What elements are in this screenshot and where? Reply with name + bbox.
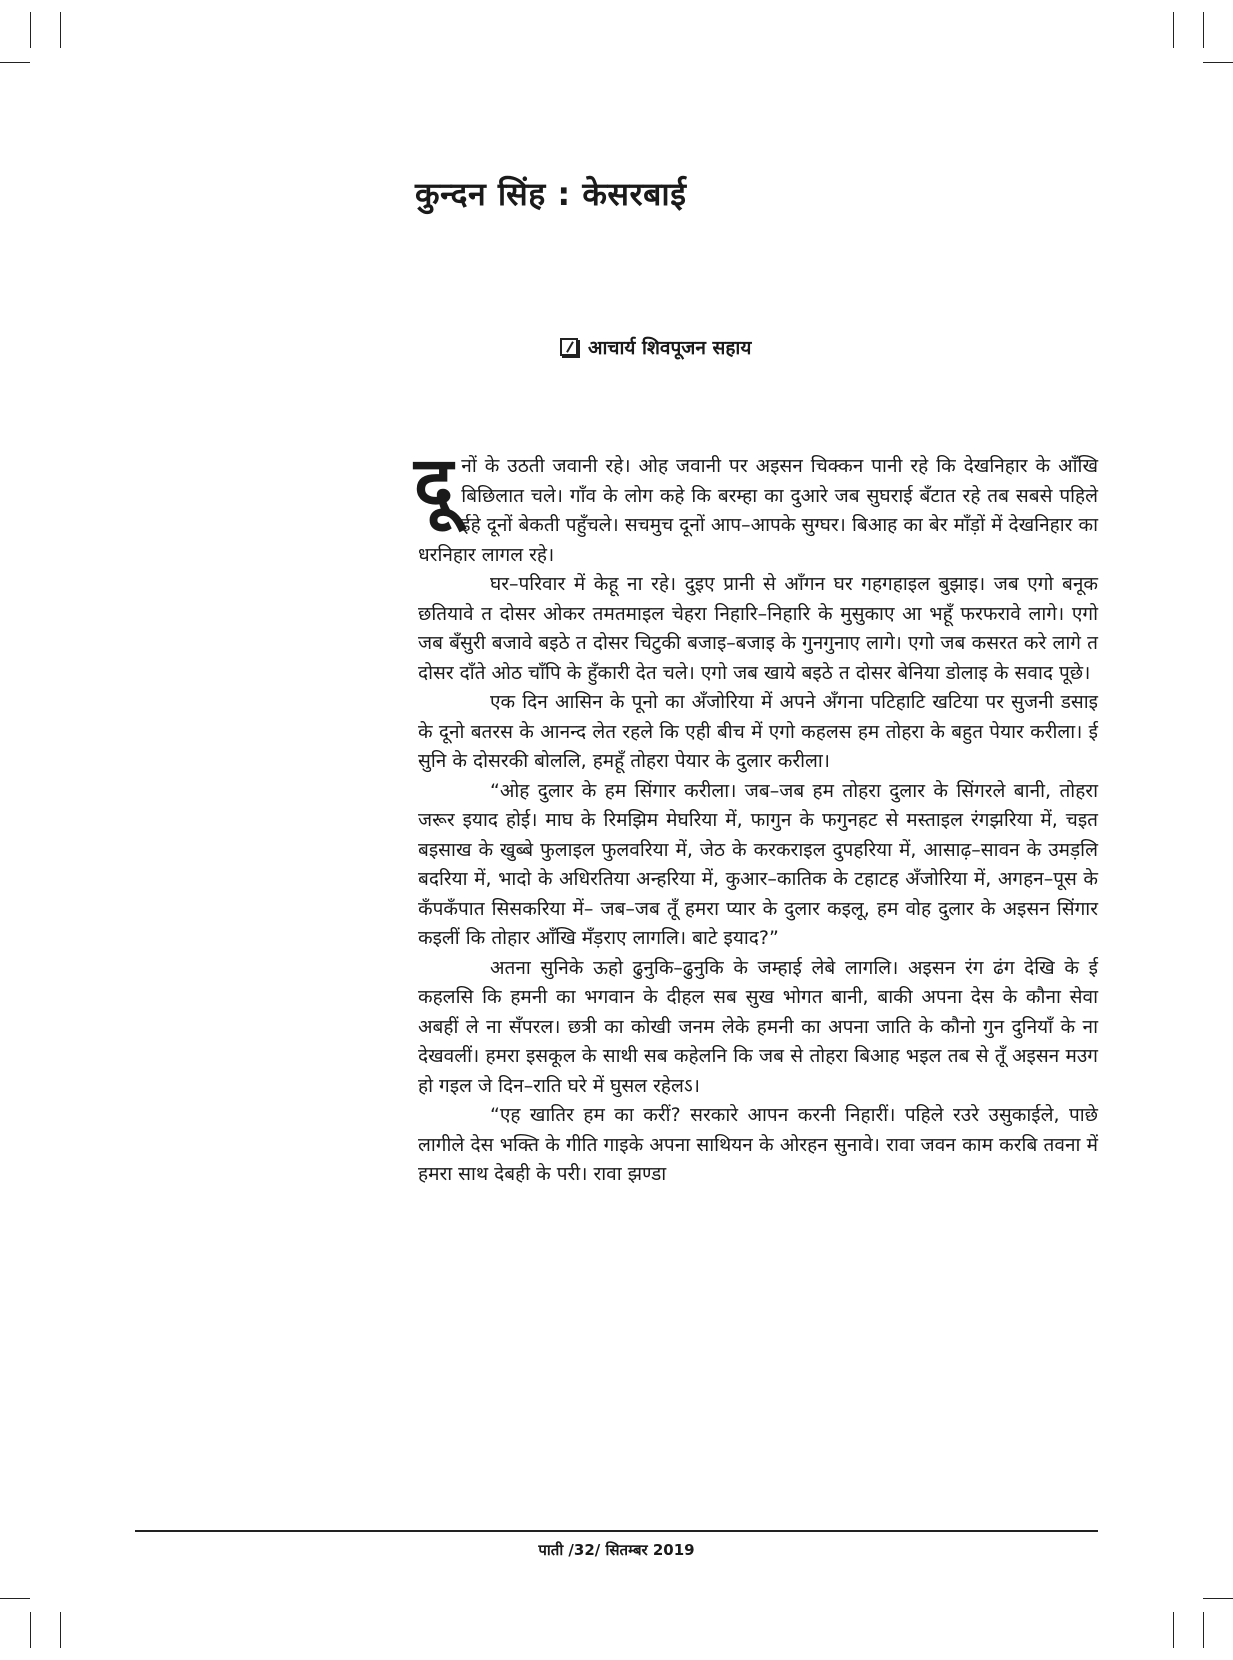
crop-mark	[1203, 12, 1204, 48]
paragraph	[414, 441, 1098, 570]
drop-cap: दू	[414, 441, 454, 527]
author-name: आचार्य शिवपूजन सहाय	[588, 337, 752, 359]
crop-mark	[1173, 1612, 1174, 1648]
crop-mark	[30, 1612, 31, 1648]
paragraph-text: नों के उठती जवानी रहे। ओह जवानी पर अइसन चिक्कन पानी रहे कि देखनिहार के आँखि बिछिलात चले। गाँव के लोग कहे कि बरम्हा का दुआरे जब सुघराई बँटात रहे तब सबसे पहिले ईहे दूनों बेकती पहुँचले। सचमुच दूनों आप–आपके सुग्घर। बिआह का बेर माँड़ों में देखनिहार का धरनिहार लागल रहे।	[418, 455, 1098, 566]
footer-rule	[135, 1530, 1098, 1532]
page-footer: पाती /32/ सितम्बर 2019	[538, 1541, 695, 1559]
pen-paper-icon	[560, 338, 578, 356]
article-body	[414, 441, 1098, 1190]
crop-mark	[1203, 1612, 1204, 1648]
crop-mark	[1203, 1598, 1233, 1599]
crop-mark	[60, 1612, 61, 1648]
paragraph: “ओह दुलार के हम सिंगार करीला। जब–जब हम तोहरा दुलार के सिंगरले बानी, तोहरा जरूर इयाद होई। माघ के रिमझिम मेघरिया में, फागुन के फगुनहट से मस्ताइल रंगझरिया में, चइत बइसाख के खुब्बे फुलाइल फुलवरिया में, जेठ के करकराइल दुपहरिया में, आसाढ़–सावन के उमड़लि बदरिया में, भादो के अधिरतिया अन्हरिया में, कुआर–कातिक के टहाटह अँजोरिया में, अगहन–पूस के कँपकँपात सिसकरिया में– जब–जब तूँ हमरा प्यार के दुलार कइलू, हम वोह दुलार के अइसन सिंगार कइलीं कि तोहार आँखि मँड़राए लागलि। बाटे इयाद?”	[418, 779, 1098, 949]
paragraph: “एह खातिर हम का करीं? सरकारे आपन करनी निहारीं। पहिले रउरे उसुकाईले, पाछे लागीले देस भक्ति के गीति गाइके अपना साथियन के ओरहन सुनावे। रावा जवन काम करबि तवना में हमरा साथ देबही के परी। रावा झण्डा	[418, 1104, 1098, 1185]
paragraph: घर–परिवार में केहू ना रहे। दुइए प्रानी से आँगन घर गहगहाइल बुझाइ। जब एगो बनूक छतियावे त दोसर ओकर तमतमाइल चेहरा निहारि–निहारि के मुसुकाए आ भहूँ फरफरावे लागे। एगो जब बँसुरी बजावे बइठे त दोसर चिटुकी बजाइ–बजाइ के गुनगुनाए लागे। एगो जब कसरत करे लागे त दोसर दाँते ओठ चाँपि के हुँकारी देत चले। एगो जब खाये बइठे त दोसर बेनिया डोलाइ के सवाद पूछे।	[418, 573, 1098, 684]
paragraph: एक दिन आसिन के पूनो का अँजोरिया में अपने अँगना पटिहाटि खटिया पर सुजनी डसाइ के दूनो बतरस के आनन्द लेत रहले कि एही बीच में एगो कहलस हम तोहरा के बहुत पेयार करीला। ई सुनि के दोसरकी बोललि, हमहूँ तोहरा पेयार के दुलार करीला।	[418, 691, 1098, 772]
crop-mark	[30, 12, 31, 48]
crop-mark	[1203, 62, 1233, 63]
article-title: कुन्दन सिंह : केसरबाई	[415, 175, 687, 213]
author-byline	[560, 334, 751, 360]
crop-mark	[1173, 12, 1174, 48]
paragraph: अतना सुनिके ऊहो ढुनुकि–ढुनुकि के जम्हाई लेबे लागलि। अइसन रंग ढंग देखि के ई कहलसि कि हमनी का भगवान के दीहल सब सुख भोगत बानी, बाकी अपना देस के कौना सेवा अबहीं ले ना सँपरल। छत्री का कोखी जनम लेके हमनी का अपना जाति के कौनो गुन दुनियाँ के ना देखवलीं। हमरा इसकूल के साथी सब कहेलनि कि जब से तोहरा बिआह भइल तब से तूँ अइसन मउग हो गइल जे दिन–राति घरे में घुसल रहेलऽ।	[418, 956, 1098, 1097]
crop-mark	[0, 1598, 30, 1599]
crop-mark	[0, 62, 30, 63]
crop-mark	[60, 12, 61, 48]
